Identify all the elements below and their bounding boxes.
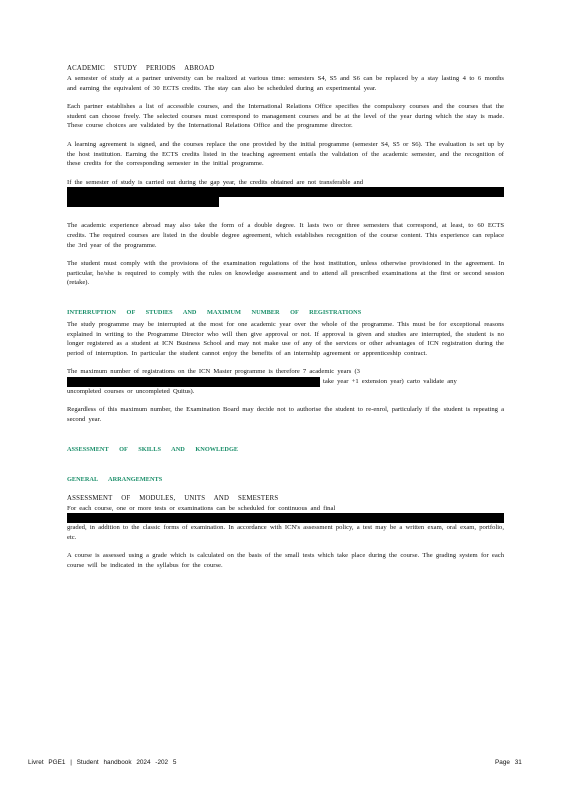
redacted-line: [67, 377, 504, 387]
page-content: [67, 64, 504, 571]
paragraph: A learning agreement is signed, and the courses replace the one provided by the initial programme (semester S4, S5 or S6). The evaluation is set up by the host institution. Earning the ECTS credits listed in the teaching agreement entails the validation of the academic semester, and the recognition of these credits for the corresponding semester in the initial programme.: [67, 140, 504, 168]
paragraph: The maximum number of registrations on the ICN Master programme is therefore 7 academic years (3: [67, 368, 360, 376]
paragraph: uncompleted courses or uncompleted Quitus).: [67, 387, 195, 395]
footer-document-title: Livret PGE1 | Student handbook 2024 -202 5: [28, 759, 177, 766]
redaction-bar: [67, 513, 504, 523]
paragraph: The study programme may be interrupted at the most for one academic year over the whole of the programme. This must be for exceptional reasons explained in writing to the Programme Director who will then give approval or not. If approval is given and studies are interrupted, the student is no longer registered as a student at ICN Business School and may not make use of any of the services or other advantages of ICN registration during the period of interruption. In particular the student cannot enjoy the benefits of an internship agreement or apprenticeship contract.: [67, 320, 504, 357]
paragraph: For each course, one or more tests or examinations can be scheduled for continuous and final: [67, 504, 336, 512]
paragraph: Regardless of this maximum number, the Examination Board may decide not to authorise the student to re-enrol, particularly if the student is repeating a second year.: [67, 406, 504, 424]
subsection-heading-modules: ASSESSMENT OF MODULES, UNITS AND SEMESTERS: [67, 494, 279, 502]
section-heading-general: GENERAL ARRANGEMENTS: [67, 475, 163, 483]
paragraph-fragment: take year +1 extension year) carto validate any: [323, 377, 457, 385]
redaction-bar: [67, 187, 504, 197]
section-heading-interruption: INTERRUPTION OF STUDIES AND MAXIMUM NUMBER OF REGISTRATIONS: [67, 308, 362, 316]
redaction-bar: [67, 377, 320, 387]
paragraph: A course is assessed using a grade which is calculated on the basis of the small tests which take place during the course. The grading system for each course will be indicated in the syllabus for the course.: [67, 552, 504, 570]
section-heading-abroad: ACADEMIC STUDY PERIODS ABROAD: [67, 65, 215, 72]
paragraph: A semester of study at a partner university can be realized at various time: semesters S4, S5 and S6 can be replaced by a stay lasting 4 to 6 months and earning the equivalent of 30 ECTS credits. The stay can also be scheduled during an experimental year.: [67, 75, 504, 92]
section-heading-assessment: ASSESSMENT OF SKILLS AND KNOWLEDGE: [67, 445, 239, 453]
paragraph: Each partner establishes a list of accessible courses, and the International Relations Office specifies the compulsory courses and the courses that the student can choose freely. The selected courses must correspond to management courses and be at the level of the year during which the stay is made. These course choices are validated by the International Relations Office and the programme director.: [67, 103, 504, 130]
paragraph: The student must comply with the provisions of the examination regulations of the host institution, unless otherwise provisioned in the agreement. In particular, he/she is required to comply with the rules on knowledge assessment and to attend all prescribed examinations at the first or second session (retake).: [67, 260, 504, 287]
redaction-bar: [67, 197, 219, 207]
paragraph: The academic experience abroad may also take the form of a double degree. It lasts two or three semesters that correspond, at least, to 60 ECTS credits. The required courses are listed in the double degree agreement, which establishes recognition of the course content. This experience can replace the 3rd year of the programme.: [67, 222, 504, 249]
paragraph: graded, in addition to the classic forms of examination. In accordance with ICN's assessment policy, a test may be a written exam, oral exam, portfolio, etc.: [67, 524, 504, 541]
paragraph: If the semester of study is carried out during the gap year, the credits obtained are not transferable and: [67, 178, 364, 186]
footer-page-number: Page 31: [495, 759, 522, 766]
